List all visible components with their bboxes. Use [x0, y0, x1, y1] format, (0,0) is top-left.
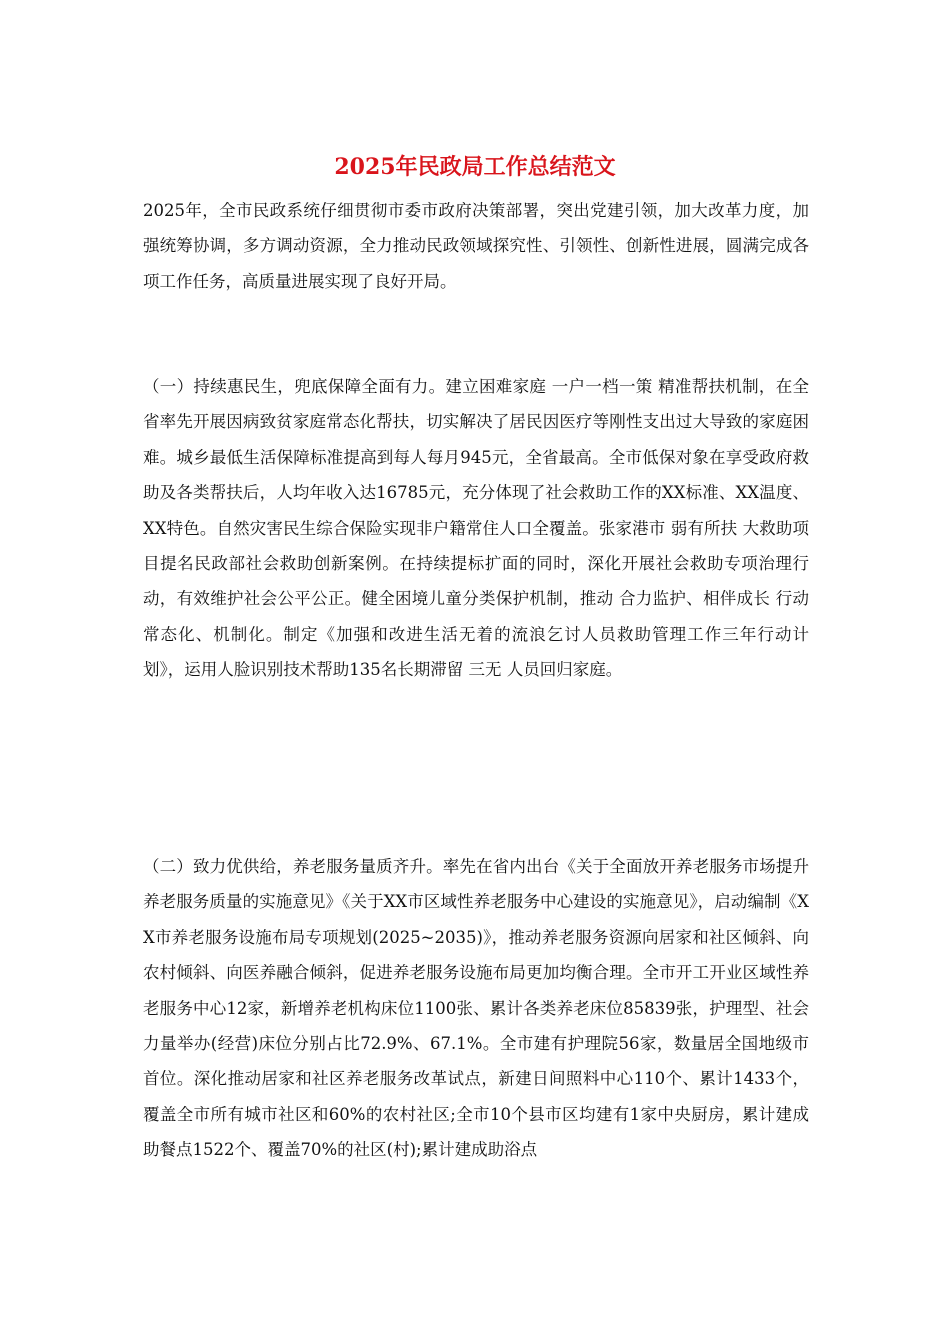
section-1-paragraph: （一）持续惠民生，兜底保障全面有力。建立困难家庭 一户一档一策 精准帮扶机制，在全省率先开展因病致贫家庭常态化帮扶，切实解决了居民因医疗等刚性支出过大导致的家庭困难。城乡最低生活保障标准提高到每人每月945元，全省最高。全市低保对象在享受政府救助及各类帮扶后，人均年收入达16785元，充分体现了社会救助工作的XX标准、XX温度、XX特色。自然灾害民生综合保险实现非户籍常住人口全覆盖。张家港市 弱有所扶 大救助项目提名民政部社会救助创新案例。在持续提标扩面的同时，深化开展社会救助专项治理行动，有效维护社会公平公正。健全困境儿童分类保护机制，推动 合力监护、相伴成长 行动常态化、机制化。制定《加强和改进生活无着的流浪乞讨人员救助管理工作三年行动计划》，运用人脸识别技术帮助135名长期滞留 三无 人员回归家庭。: [143, 377, 809, 680]
section-2-paragraph: （二）致力优供给，养老服务量质齐升。率先在省内出台《关于全面放开养老服务市场提升养老服务质量的实施意见》《关于XX市区域性养老服务中心建设的实施意见》，启动编制《XX市养老服务设施布局专项规划(2025~2035)》，推动养老服务资源向居家和社区倾斜、向农村倾斜、向医养融合倾斜，促进养老服务设施布局更加均衡合理。全市开工开业区域性养老服务中心12家，新增养老机构床位1100张、累计各类养老床位85839张，护理型、社会力量举办(经营)床位分别占比72.9%、67.1%。全市建有护理院56家，数量居全国地级市首位。深化推动居家和社区养老服务改革试点，新建日间照料中心110个、累计1433个，覆盖全市所有城市社区和60%的农村社区;全市10个县市区均建有1家中央厨房，累计建成助餐点1522个、覆盖70%的社区(村);累计建成助浴点: [143, 857, 809, 1160]
intro-paragraph: 2025年，全市民政系统仔细贯彻市委市政府决策部署，突出党建引领，加大改革力度，加强统筹协调，多方调动资源，全力推动民政领域探究性、引领性、创新性进展，圆满完成各项工作任务，高质量进展实现了良好开局。: [143, 201, 809, 291]
document-title: 2025年民政局工作总结范文: [334, 154, 616, 180]
